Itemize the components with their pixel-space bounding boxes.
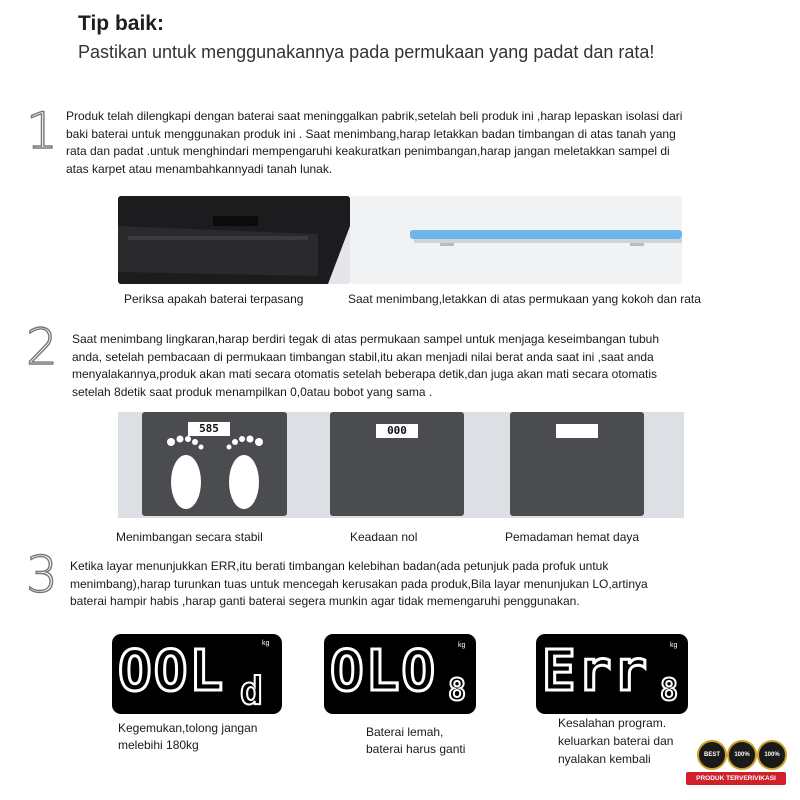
- caption-low-battery: [366, 724, 465, 758]
- caption-line: Kegemukan,tolong jangan: [118, 721, 258, 735]
- lcd-overload-unit: kg: [262, 640, 270, 647]
- caption-line: Kesalahan program.: [558, 716, 667, 730]
- lcd-error: [536, 634, 688, 714]
- scale-on-floor-photo: [350, 196, 682, 284]
- caption-power-save: Pemadaman hemat daya: [505, 530, 640, 544]
- caption-error: [558, 714, 673, 768]
- step-3-line: Ketika layar menunjukkan ERR,itu berati timbangan kelebihan badan(ada petunjuk pada profuk untuk: [70, 559, 609, 573]
- step-1-line: Produk telah dilengkapi dengan baterai saat meninggalkan pabrik,setelah beli produk ini ,harap lepaskan isolasi dari: [66, 109, 683, 123]
- battery-tray-image: [118, 196, 350, 284]
- scale-with-feet: [142, 412, 287, 516]
- scale-display-zero: 000: [376, 424, 418, 438]
- lcd-error-main: Err: [542, 639, 650, 704]
- lcd-overload: [112, 634, 282, 714]
- feet-icon: [156, 430, 274, 514]
- caption-line: nyalakan kembali: [558, 752, 651, 766]
- scale-zero: [330, 412, 464, 516]
- verified-product-badge: PRODUK TERVERIVIKASI: [686, 772, 786, 785]
- caption-line: keluarkan baterai dan: [558, 734, 674, 748]
- scale-on-floor-image: [350, 196, 682, 284]
- step-2-text: [72, 331, 772, 401]
- step-3-number: 3: [26, 546, 58, 604]
- caption-line: melebihi 180kg: [118, 738, 199, 752]
- step-3-text: [70, 558, 770, 611]
- lcd-low-battery-unit: kg: [458, 642, 466, 649]
- lcd-overload-main: OOL: [118, 639, 226, 704]
- lcd-low-battery-main: OLO: [330, 639, 438, 704]
- step-1-number: 1: [26, 102, 58, 160]
- caption-battery: Periksa apakah baterai terpasang: [124, 292, 304, 306]
- step-1-text: [66, 108, 786, 178]
- step-2-line: anda, setelah pembacaan di permukaan timbangan stabil,itu akan menjadi nilai berat anda saat ini ,saat anda: [72, 349, 654, 364]
- tip-subtitle: Pastikan untuk menggunakannya pada permukaan yang padat dan rata!: [78, 42, 655, 62]
- caption-surface: Saat menimbang,letakkan di atas permukaan yang kokoh dan rata: [348, 292, 701, 306]
- step-1-line: rata dan padat .untuk menghindari mempengaruhi keakuratkan penimbangan,harap jangan meletakkan sampel di: [66, 144, 670, 158]
- step-1-line: atas karpet atau menambahkannyadi tanah lunak.: [66, 161, 333, 176]
- lcd-overload-suffix: d: [240, 669, 263, 713]
- caption-line: Baterai lemah,: [366, 725, 444, 739]
- scale-display-weight: 585: [188, 422, 230, 436]
- step-2-line: menyalakannya,produk akan mati secara otomatis setelah beberapa detik,dan juga akan mati secara otomatis: [72, 367, 658, 381]
- caption-overload: [118, 720, 257, 754]
- step-1-line: baki baterai untuk menggunakan produk ini . Saat menimbang,harap letakkan badan timbangan di atas tanah yang: [66, 126, 676, 141]
- caption-zero: Keadaan nol: [350, 530, 418, 544]
- original-badge-icon: 100%: [757, 740, 787, 770]
- step-2-line: setelah 8detik saat produk menampilkan 0,0atau bobot yang sama .: [72, 384, 433, 399]
- lcd-error-unit: kg: [670, 642, 678, 649]
- lcd-low-battery-suffix: 8: [448, 673, 467, 708]
- scale-display-off: [556, 424, 598, 438]
- step-2-number: 2: [26, 318, 58, 376]
- lcd-low-battery: [324, 634, 476, 714]
- lcd-error-suffix: 8: [660, 673, 679, 708]
- battery-tray-photo: [118, 196, 350, 284]
- step-2-line: Saat menimbang lingkaran,harap berdiri tegak di atas permukaan sampel untuk menjaga keseimbangan tubuh: [72, 332, 660, 346]
- step-3-line: baterai hampir habis ,harap ganti baterai segera munkin agar tidak memengaruhi penggunakan.: [70, 594, 580, 608]
- tip-title: Tip baik:: [78, 12, 164, 35]
- quality-badge-icon: 100%: [727, 740, 757, 770]
- caption-stable: Menimbangan secara stabil: [116, 530, 263, 544]
- best-badge-icon: BEST: [697, 740, 727, 770]
- caption-line: baterai harus ganti: [366, 742, 466, 756]
- step-3-line: menimbang),harap turunkan tuas untuk mencegah kerusakan pada produk,Bila layar menunjukan LO,artinya: [70, 576, 648, 591]
- scale-off: [510, 412, 644, 516]
